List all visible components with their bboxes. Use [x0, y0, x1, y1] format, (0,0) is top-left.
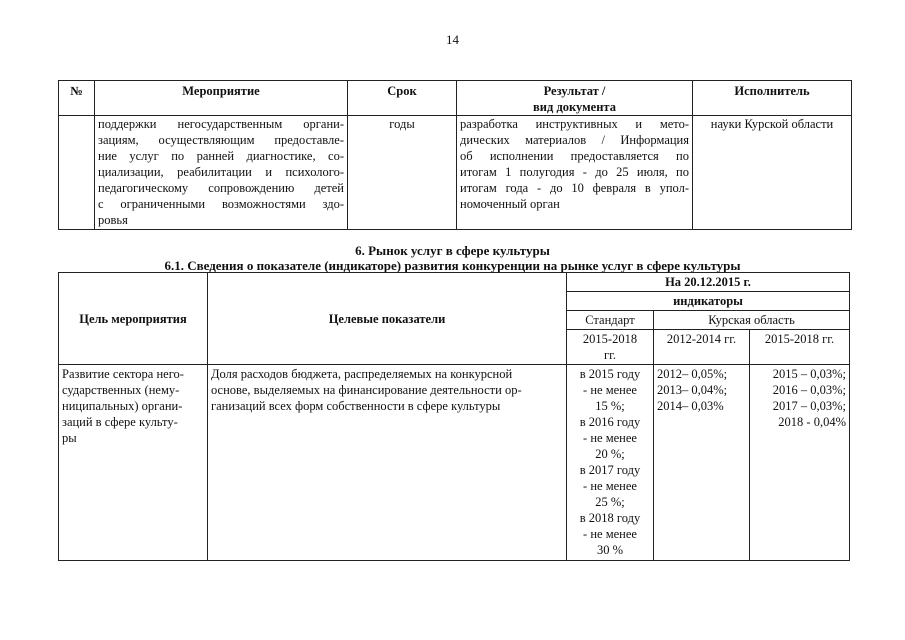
- result-line: итогам 1 полугодия - до 25 июля, по: [460, 165, 689, 179]
- row-result-cell: [457, 116, 693, 230]
- standard-line: - не менее: [583, 431, 637, 445]
- goal-line: заций в сфере культу-: [62, 415, 178, 429]
- section-title: 6. Рынок услуг в сфере культуры: [355, 243, 550, 258]
- header-region: Курская область: [654, 311, 850, 330]
- goal-cell: [59, 365, 208, 561]
- event-line: ровья: [98, 213, 128, 227]
- region-2015-line: 2015 – 0,03%;: [772, 367, 846, 381]
- header-executor: Исполнитель: [693, 81, 852, 116]
- standard-line: в 2018 году: [579, 511, 641, 525]
- target-line: Доля расходов бюджета, распределяемых на конкурсной: [211, 367, 513, 381]
- subsection-title: 6.1. Сведения о показателе (индикаторе) развития конкуренции на рынке услуг в сфере культуры: [164, 258, 741, 273]
- result-line: номоченный орган: [460, 197, 560, 211]
- standard-line: 15 %;: [595, 399, 625, 413]
- header-date: На 20.12.2015 г.: [567, 273, 850, 292]
- standard-line: - не менее: [583, 383, 637, 397]
- header-num: №: [59, 81, 95, 116]
- region-2012-cell: [654, 365, 750, 561]
- standard-line: в 2017 году: [579, 463, 641, 477]
- standard-line: 20 %;: [595, 447, 625, 461]
- standard-line: 25 %;: [595, 495, 625, 509]
- event-line: педагогическому сопровождению детей: [98, 181, 344, 195]
- standard-cell: [567, 365, 654, 561]
- goal-line: ниципальных) органи-: [62, 399, 183, 413]
- std-years-line2: гг.: [604, 348, 616, 362]
- header-standard: Стандарт: [567, 311, 654, 330]
- standard-line: - не менее: [583, 479, 637, 493]
- goal-line: Развитие сектора него-: [62, 367, 184, 381]
- region-2015-line: 2017 – 0,03%;: [772, 399, 846, 413]
- standard-line: 30 %: [596, 543, 624, 557]
- header-result: [457, 81, 693, 116]
- row-num-cell: [59, 116, 95, 230]
- header-region-years-b: 2015-2018 гг.: [750, 330, 850, 365]
- result-line: разработка инструктивных и мето-: [460, 117, 689, 131]
- header-term: Срок: [348, 81, 457, 116]
- page-number: 14: [446, 32, 459, 47]
- event-line: ние услуг по ранней диагностике, со-: [98, 149, 344, 163]
- header-std-years: [567, 330, 654, 365]
- result-line: об исполнении предоставляется по: [460, 149, 689, 163]
- indicators-table: [58, 272, 850, 561]
- events-table: [58, 80, 852, 230]
- event-line: с ограниченными возможностями здо-: [98, 197, 344, 211]
- header-result-line2: вид документа: [533, 100, 616, 114]
- target-line: основе, выделяемых на финансирование деятельности ор-: [211, 383, 522, 397]
- header-targets: Целевые показатели: [208, 273, 567, 365]
- region-2015-line: 2018 - 0,04%: [778, 415, 846, 429]
- header-indicators: индикаторы: [567, 292, 850, 311]
- standard-line: - не менее: [583, 527, 637, 541]
- region-2012-line: 2014– 0,03%: [657, 399, 724, 413]
- row-executor-cell: науки Курской области: [693, 116, 852, 230]
- target-line: ганизаций всех форм собственности в сфере культуры: [211, 399, 501, 413]
- result-line: итогам года - до 10 февраля в упол-: [460, 181, 689, 195]
- region-2012-line: 2013– 0,04%;: [657, 383, 728, 397]
- goal-line: сударственных (нему-: [62, 383, 180, 397]
- std-years-line1: 2015-2018: [582, 332, 638, 346]
- result-line: дических материалов / Информация: [460, 133, 689, 147]
- row-event-cell: [95, 116, 348, 230]
- region-2015-cell: [750, 365, 850, 561]
- standard-line: в 2016 году: [579, 415, 641, 429]
- targets-cell: [208, 365, 567, 561]
- region-2015-line: 2016 – 0,03%;: [772, 383, 846, 397]
- region-2012-line: 2012– 0,05%;: [657, 367, 728, 381]
- event-line: поддержки негосударственным органи-: [98, 117, 344, 131]
- header-goal: Цель мероприятия: [59, 273, 208, 365]
- header-event: Мероприятие: [95, 81, 348, 116]
- standard-line: в 2015 году: [579, 367, 641, 381]
- row-term-cell: годы: [348, 116, 457, 230]
- goal-line: ры: [62, 431, 77, 445]
- header-region-years-a: 2012-2014 гг.: [654, 330, 750, 365]
- event-line: зациям, осуществляющим предоставле-: [98, 133, 344, 147]
- event-line: циализации, реабилитации и психолого-: [98, 165, 344, 179]
- header-result-line1: Результат /: [543, 84, 606, 98]
